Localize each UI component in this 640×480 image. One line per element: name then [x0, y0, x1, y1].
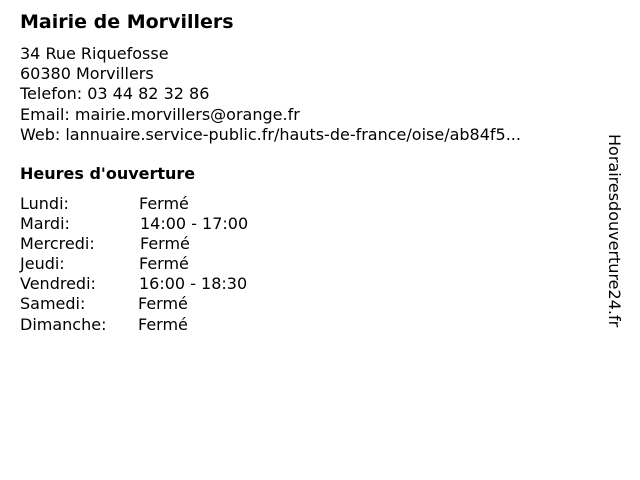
opening-hours-heading: Heures d'ouverture: [20, 164, 196, 183]
day-label: Dimanche:: [20, 314, 107, 334]
site-brand-label: Horairesdouverture24.fr: [605, 134, 624, 328]
time-value: Fermé: [139, 194, 189, 213]
time-value: 14:00 - 17:00: [140, 214, 249, 234]
day-label: Samedi:: [20, 294, 86, 314]
postal-city: 60380 Morvillers: [20, 64, 154, 84]
day-label: Jeudi:: [20, 254, 65, 274]
time-value: Fermé: [139, 254, 189, 274]
page-title: Mairie de Morvillers: [20, 11, 234, 33]
phone-number: Telefon: 03 44 82 32 86: [20, 84, 210, 104]
time-value: Fermé: [138, 314, 188, 334]
day-label: Vendredi:: [20, 274, 96, 294]
time-value: Fermé: [140, 234, 190, 254]
time-value: Fermé: [138, 294, 188, 314]
day-label: Lundi:: [20, 194, 69, 213]
street-address: 34 Rue Riquefosse: [20, 44, 169, 63]
day-label: Mercredi:: [20, 234, 95, 254]
email-address: Email: mairie.morvillers@orange.fr: [20, 104, 300, 124]
website-url: Web: lannuaire.service-public.fr/hauts-de-france/oise/ab84f5...: [20, 124, 521, 144]
address-block: [20, 44, 521, 145]
day-label: Mardi:: [20, 214, 70, 234]
time-value: 16:00 - 18:30: [139, 274, 248, 294]
